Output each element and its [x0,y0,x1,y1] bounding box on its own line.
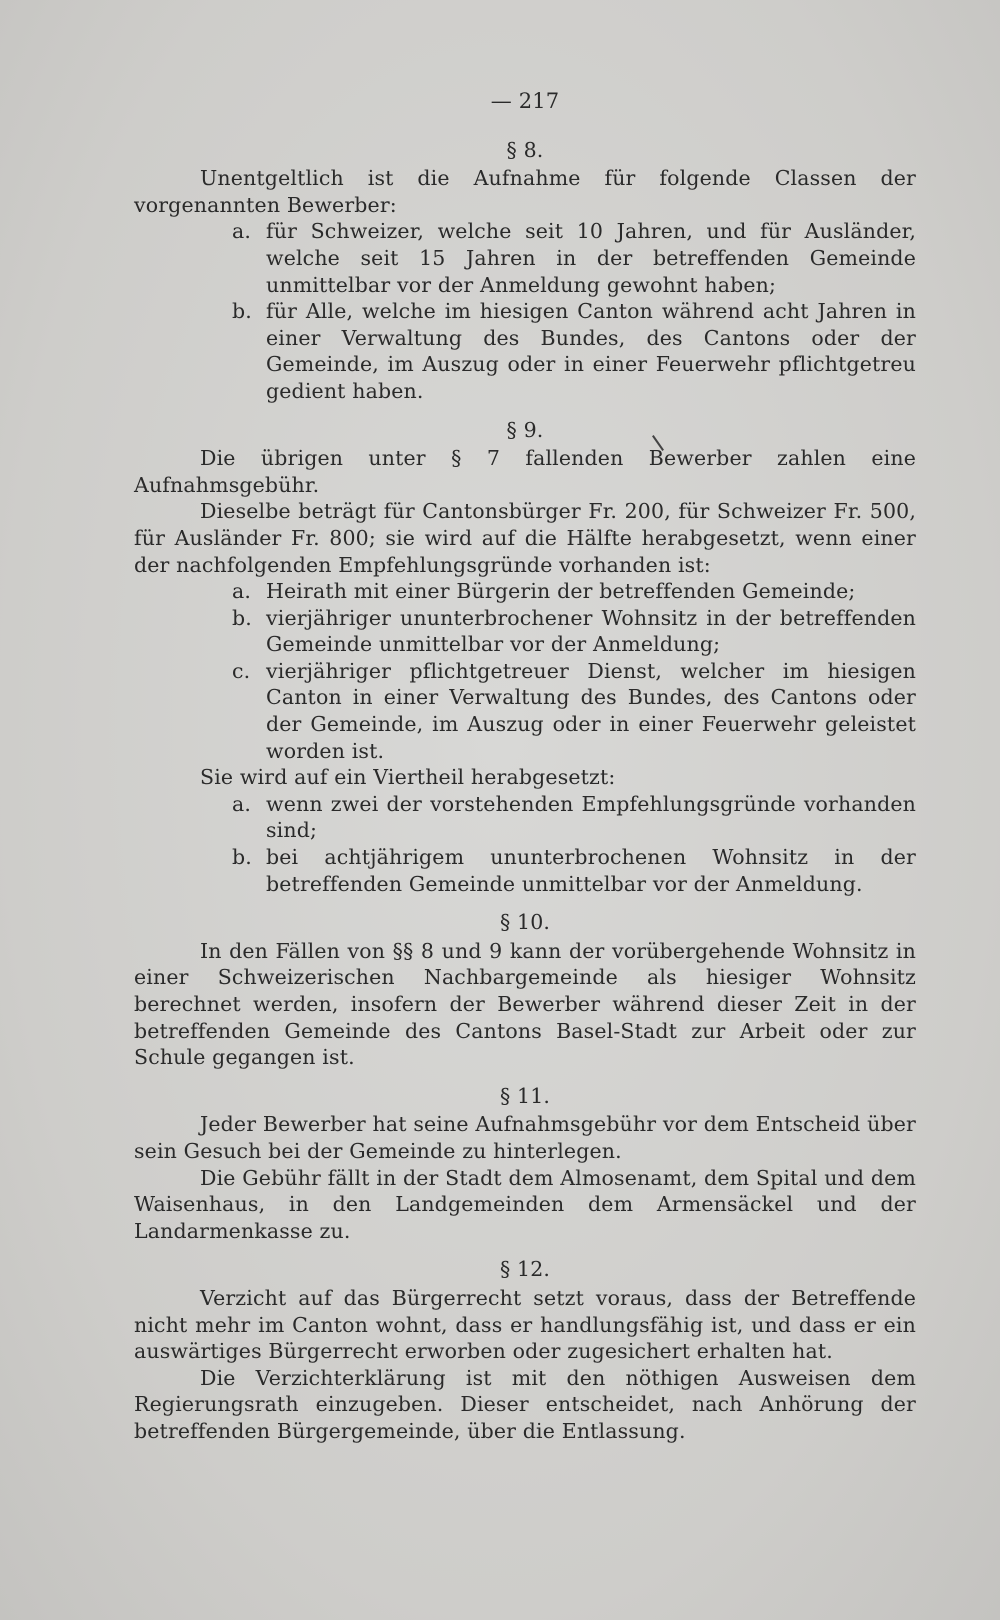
section-heading-10: § 10. [499,910,551,935]
list-text: vierjähriger pflichtgetreuer Dienst, welcher im hiesigen Canton in einer Verwaltung des Bundes, des Cantons oder der Gemeinde, im Auszug oder in einer Feuerwehr geleistet worden ist. [266,658,916,763]
page-number: — 217 [490,89,560,113]
list-label: c. [232,658,251,683]
list-item [134,298,916,404]
list-text: für Alle, welche im hiesigen Canton während acht Jahren in einer Verwaltung des Bundes, des Cantons oder der Gemeinde, im Auszug oder in einer Feuerwehr pflichtgetreu gedient haben. [266,299,916,403]
paragraph: Sie wird auf ein Viertheil herabgesetzt: [200,765,616,790]
paragraph: In den Fällen von §§ 8 und 9 kann der vorübergehende Wohnsitz in einer Schweizerischen Nachbargemeinde als hiesiger Wohnsitz berechnet werden, insofern der Bewerber während dieser Zeit in der betreffenden Gemeinde des Cantons Basel-Stadt zur Arbeit oder zur Schule gegangen ist. [134,938,916,1070]
list-label: b. [232,605,252,630]
list-item [134,578,916,605]
list-text: Heirath mit einer Bürgerin der betreffenden Gemeinde; [266,579,856,604]
page-text-block [134,88,916,1445]
list-item [134,844,916,897]
list-item [134,791,916,844]
list-text: bei achtjährigem ununterbrochenen Wohnsitz in der betreffenden Gemeinde unmittelbar vor der Anmeldung. [266,845,916,896]
section-heading-9: § 9. [506,417,544,442]
section-heading-8: § 8. [506,137,544,162]
section-heading-11: § 11. [499,1083,551,1108]
paragraph: Die Gebühr fällt in der Stadt dem Almosenamt, dem Spital und dem Waisenhaus, in den Landgemeinden dem Armensäckel und der Landarmenkasse zu. [134,1165,916,1243]
list-label: a. [232,219,252,244]
list-label: a. [232,791,252,816]
paragraph: Die Verzichterklärung ist mit den nöthigen Ausweisen dem Regierungsrath einzugeben. Dieser entscheidet, nach Anhörung der betreffenden Bürgergemeinde, über die Entlassung. [134,1365,916,1443]
list-label: b. [232,299,252,324]
paragraph: Verzicht auf das Bürgerrecht setzt voraus, dass der Betreffende nicht mehr im Canton wohnt, dass er handlungsfähig ist, und dass er ein auswärtiges Bürgerrecht erworben oder zugesichert erhalten hat. [134,1285,916,1364]
paragraph: Jeder Bewerber hat seine Aufnahmsgebühr vor dem Entscheid über sein Gesuch bei der Gemeinde zu hinterlegen. [134,1112,916,1163]
list-text: wenn zwei der vorstehenden Empfehlungsgründe vorhanden sind; [266,791,916,843]
section-heading-12: § 12. [499,1257,551,1282]
list-label: a. [232,579,252,604]
list-text: für Schweizer, welche seit 10 Jahren, und für Ausländer, welche seit 15 Jahren in der betreffenden Gemeinde unmittelbar vor der Anmeldung gewohnt haben; [266,219,916,297]
list-item [134,218,916,298]
list-text: vierjähriger ununterbrochener Wohnsitz in der betreffenden Gemeinde unmittelbar vor der Anmeldung; [266,605,916,657]
paragraph: Dieselbe beträgt für Cantonsbürger Fr. 200, für Schweizer Fr. 500, für Ausländer Fr. 800; sie wird auf die Hälfte herabgesetzt, wenn einer der nachfolgenden Empfehlungsgründe vorhanden ist: [134,499,916,577]
paragraph: Die übrigen unter § 7 fallenden Bewerber zahlen eine Aufnahmsgebühr. [134,446,916,497]
list-label: b. [232,845,252,870]
paragraph: Unentgeltlich ist die Aufnahme für folgende Classen der vorgenannten Bewerber: [134,166,916,217]
list-item [134,658,916,764]
list-item [134,605,916,658]
